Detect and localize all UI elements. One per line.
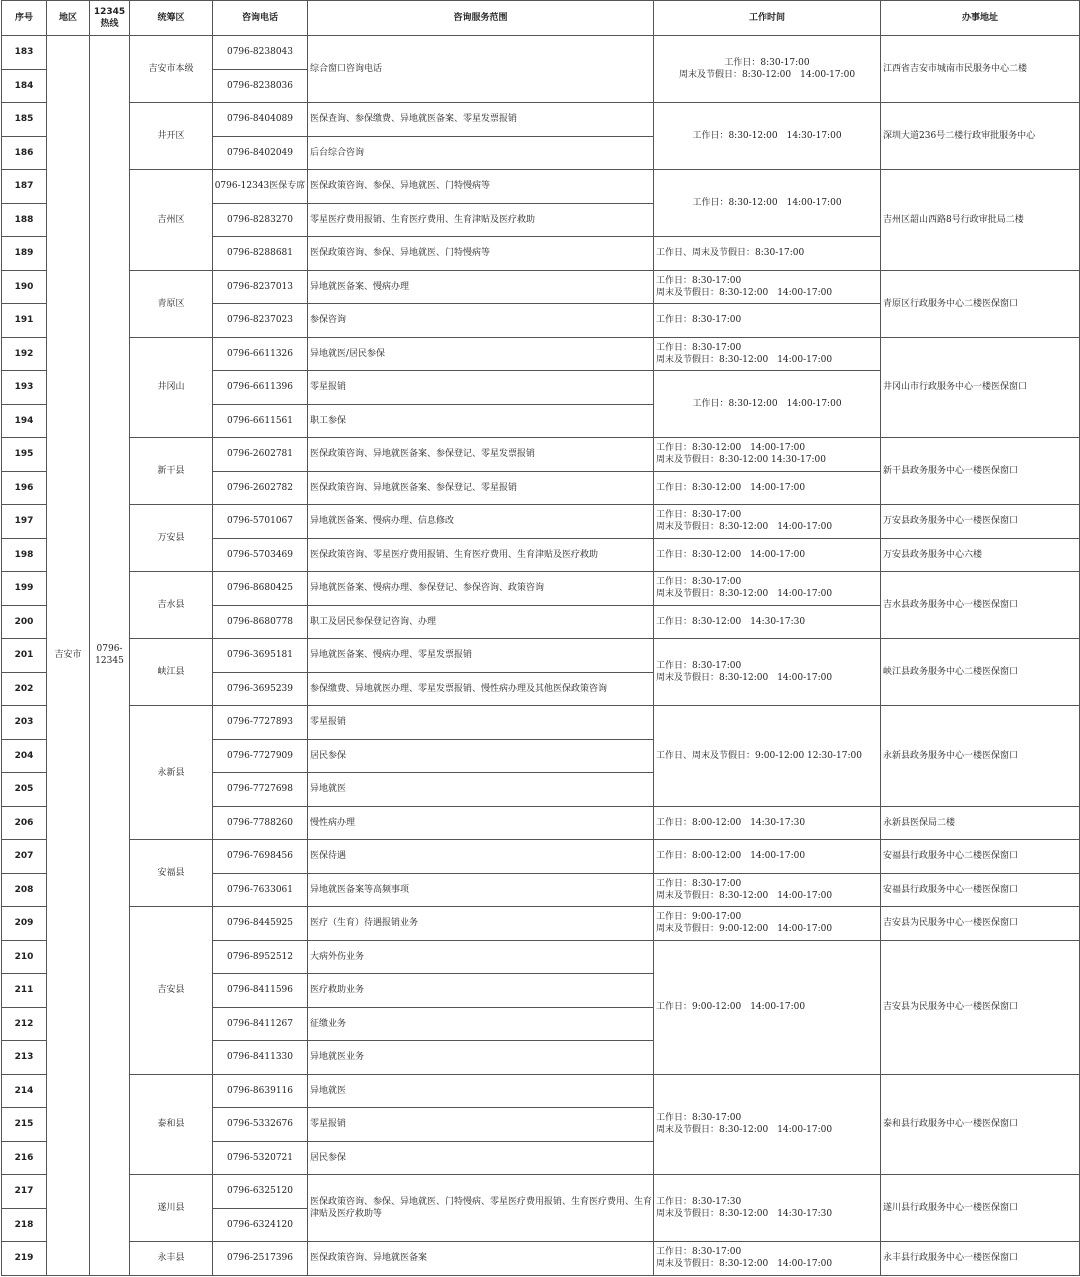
phone-cell: 0796-7727909 xyxy=(213,739,308,773)
row-index: 202 xyxy=(2,672,47,706)
scope-cell: 职工及居民参保登记咨询、办理 xyxy=(308,605,654,639)
hours-cell: 工作日：8:30-17:00 周末及节假日：8:30-12:00 14:00-17:00 xyxy=(654,1242,881,1276)
scope-cell: 医疗救助业务 xyxy=(308,974,654,1008)
scope-cell: 居民参保 xyxy=(308,739,654,773)
district-cell: 永丰县 xyxy=(130,1242,213,1276)
district-cell: 吉州区 xyxy=(130,170,213,271)
hours-cell: 工作日：8:30-12:00 14:30-17:00 xyxy=(654,103,881,170)
phone-cell: 0796-8288681 xyxy=(213,237,308,271)
table-row xyxy=(2,1074,1080,1108)
region-cell: 吉安市 xyxy=(47,36,90,1276)
row-index: 195 xyxy=(2,438,47,472)
phone-cell: 0796-8237013 xyxy=(213,270,308,304)
scope-cell: 参保咨询 xyxy=(308,304,654,338)
phone-cell: 0796-6324120 xyxy=(213,1208,308,1242)
address-cell: 吉安县为民服务中心一楼医保窗口 xyxy=(881,907,1080,941)
row-index: 216 xyxy=(2,1141,47,1175)
hours-cell: 工作日：8:30-12:00 14:00-17:00 xyxy=(654,471,881,505)
address-cell: 深圳大道236号二楼行政审批服务中心 xyxy=(881,103,1080,170)
hours-cell: 工作日：8:30-17:00 周末及节假日：8:30-12:00 14:00-17:00 xyxy=(654,639,881,706)
phone-cell: 0796-5701067 xyxy=(213,505,308,539)
district-cell: 新干县 xyxy=(130,438,213,505)
district-cell: 井冈山 xyxy=(130,337,213,438)
phone-cell: 0796-8952512 xyxy=(213,940,308,974)
scope-cell: 异地就医/居民参保 xyxy=(308,337,654,371)
phone-cell: 0796-6325120 xyxy=(213,1175,308,1209)
hours-cell: 工作日：8:30-12:00 14:30-17:30 xyxy=(654,605,881,639)
phone-cell: 0796-6611396 xyxy=(213,371,308,405)
scope-cell: 零星报销 xyxy=(308,706,654,740)
scope-cell: 医保查询、参保缴费、异地就医备案、零星发票报销 xyxy=(308,103,654,137)
table-row xyxy=(2,270,1080,304)
district-cell: 遂川县 xyxy=(130,1175,213,1242)
row-index: 194 xyxy=(2,404,47,438)
address-cell: 安福县行政服务中心一楼医保窗口 xyxy=(881,873,1080,907)
district-cell: 万安县 xyxy=(130,505,213,572)
address-cell: 青原区行政服务中心二楼医保窗口 xyxy=(881,270,1080,337)
phone-cell: 0796-8238036 xyxy=(213,69,308,103)
phone-cell: 0796-7633061 xyxy=(213,873,308,907)
row-index: 189 xyxy=(2,237,47,271)
scope-cell: 大病外伤业务 xyxy=(308,940,654,974)
address-cell: 遂川县行政服务中心一楼医保窗口 xyxy=(881,1175,1080,1242)
phone-cell: 0796-3695181 xyxy=(213,639,308,673)
phone-cell: 0796-2602781 xyxy=(213,438,308,472)
row-index: 214 xyxy=(2,1074,47,1108)
hours-cell: 工作日：8:30-17:00 周末及节假日：8:30-12:00 14:00-17:00 xyxy=(654,873,881,907)
hours-cell: 工作日：9:00-17:00 周末及节假日：9:00-12:00 14:00-17:00 xyxy=(654,907,881,941)
hours-cell: 工作日：8:30-17:00 周末及节假日：8:30-12:00 14:00-17:00 xyxy=(654,337,881,371)
row-index: 192 xyxy=(2,337,47,371)
header-district: 统筹区 xyxy=(130,1,213,36)
scope-cell: 综合窗口咨询电话 xyxy=(308,36,654,103)
phone-cell: 0796-8404089 xyxy=(213,103,308,137)
address-cell: 安福县行政服务中心二楼医保窗口 xyxy=(881,840,1080,874)
district-cell: 吉水县 xyxy=(130,572,213,639)
phone-cell: 0796-7698456 xyxy=(213,840,308,874)
scope-cell: 医保待遇 xyxy=(308,840,654,874)
scope-cell: 零星医疗费用报销、生育医疗费用、生育津贴及医疗救助 xyxy=(308,203,654,237)
table-row xyxy=(2,706,1080,740)
scope-cell: 医保政策咨询、异地就医备案 xyxy=(308,1242,654,1276)
row-index: 211 xyxy=(2,974,47,1008)
scope-cell: 异地就医备案、慢病办理、零星发票报销 xyxy=(308,639,654,673)
scope-cell: 异地就医 xyxy=(308,1074,654,1108)
table-header-row xyxy=(2,1,1080,36)
address-cell: 吉安县为民服务中心一楼医保窗口 xyxy=(881,940,1080,1074)
header-region: 地区 xyxy=(47,1,90,36)
row-index: 212 xyxy=(2,1007,47,1041)
address-cell: 峡江县政务服务中心二楼医保窗口 xyxy=(881,639,1080,706)
phone-cell: 0796-8411267 xyxy=(213,1007,308,1041)
scope-cell: 参保缴费、异地就医办理、零星发票报销、慢性病办理及其他医保政策咨询 xyxy=(308,672,654,706)
table-row xyxy=(2,840,1080,874)
row-index: 193 xyxy=(2,371,47,405)
phone-cell: 0796-8402049 xyxy=(213,136,308,170)
scope-cell: 征缴业务 xyxy=(308,1007,654,1041)
scope-cell: 医保政策咨询、参保、异地就医、门特慢病等 xyxy=(308,237,654,271)
hours-cell: 工作日：8:30-12:00 14:00-17:00 xyxy=(654,170,881,237)
hours-cell: 工作日：9:00-12:00 14:00-17:00 xyxy=(654,940,881,1074)
phone-cell: 0796-8238043 xyxy=(213,36,308,70)
row-index: 186 xyxy=(2,136,47,170)
hours-cell: 工作日：8:30-12:00 14:00-17:00 周末及节假日：8:30-12:00 14:30-17:00 xyxy=(654,438,881,472)
row-index: 217 xyxy=(2,1175,47,1209)
address-cell: 永新县医保局二楼 xyxy=(881,806,1080,840)
hours-cell: 工作日、周末及节假日：8:30-17:00 xyxy=(654,237,881,271)
hours-cell: 工作日：8:30-17:00 周末及节假日：8:30-12:00 14:00-17:00 xyxy=(654,1074,881,1175)
hours-cell: 工作日：8:30-17:00 周末及节假日：8:30-12:00 14:00-17:00 xyxy=(654,505,881,539)
row-index: 201 xyxy=(2,639,47,673)
scope-cell: 医保政策咨询、参保、异地就医、门特慢病、零星医疗费用报销、生育医疗费用、生育津贴及医疗救助等 xyxy=(308,1175,654,1242)
hours-cell: 工作日：8:30-12:00 14:00-17:00 xyxy=(654,538,881,572)
scope-cell: 异地就医备案、慢病办理、信息修改 xyxy=(308,505,654,539)
hours-cell: 工作日、周末及节假日：9:00-12:00 12:30-17:00 xyxy=(654,706,881,807)
row-index: 215 xyxy=(2,1108,47,1142)
row-index: 184 xyxy=(2,69,47,103)
phone-cell: 0796-5332676 xyxy=(213,1108,308,1142)
district-cell: 泰和县 xyxy=(130,1074,213,1175)
row-index: 205 xyxy=(2,773,47,807)
hours-cell: 工作日：8:30-17:00 周末及节假日：8:30-12:00 14:00-17:00 xyxy=(654,36,881,103)
row-index: 198 xyxy=(2,538,47,572)
table-row xyxy=(2,1175,1080,1209)
phone-cell: 0796-8680778 xyxy=(213,605,308,639)
address-cell: 永新县政务服务中心一楼医保窗口 xyxy=(881,706,1080,807)
address-cell: 万安县政务服务中心一楼医保窗口 xyxy=(881,505,1080,539)
district-cell: 吉安市本级 xyxy=(130,36,213,103)
row-index: 196 xyxy=(2,471,47,505)
hours-cell: 工作日：8:30-17:30 周末及节假日：8:30-12:00 14:30-17:30 xyxy=(654,1175,881,1242)
header-index: 序号 xyxy=(2,1,47,36)
scope-cell: 医保政策咨询、零星医疗费用报销、生育医疗费用、生育津贴及医疗救助 xyxy=(308,538,654,572)
district-cell: 青原区 xyxy=(130,270,213,337)
hotline-cell: 0796-12345 xyxy=(90,36,130,1276)
district-cell: 峡江县 xyxy=(130,639,213,706)
phone-cell: 0796-8283270 xyxy=(213,203,308,237)
scope-cell: 零星报销 xyxy=(308,371,654,405)
row-index: 203 xyxy=(2,706,47,740)
row-index: 185 xyxy=(2,103,47,137)
row-index: 206 xyxy=(2,806,47,840)
phone-cell: 0796-7727698 xyxy=(213,773,308,807)
phone-cell: 0796-12343医保专席 xyxy=(213,170,308,204)
scope-cell: 异地就医备案、慢病办理 xyxy=(308,270,654,304)
district-cell: 永新县 xyxy=(130,706,213,840)
phone-cell: 0796-7788260 xyxy=(213,806,308,840)
scope-cell: 医保政策咨询、参保、异地就医、门特慢病等 xyxy=(308,170,654,204)
scope-cell: 异地就医业务 xyxy=(308,1041,654,1075)
hours-cell: 工作日：8:00-12:00 14:30-17:30 xyxy=(654,806,881,840)
phone-cell: 0796-3695239 xyxy=(213,672,308,706)
row-index: 213 xyxy=(2,1041,47,1075)
hours-cell: 工作日：8:00-12:00 14:00-17:00 xyxy=(654,840,881,874)
phone-cell: 0796-8411596 xyxy=(213,974,308,1008)
table-row xyxy=(2,639,1080,673)
phone-cell: 0796-8411330 xyxy=(213,1041,308,1075)
address-cell: 吉州区韶山西路8号行政审批局二楼 xyxy=(881,170,1080,271)
header-phone: 咨询电话 xyxy=(213,1,308,36)
scope-cell: 慢性病办理 xyxy=(308,806,654,840)
phone-cell: 0796-6611561 xyxy=(213,404,308,438)
scope-cell: 后台综合咨询 xyxy=(308,136,654,170)
header-scope: 咨询服务范围 xyxy=(308,1,654,36)
row-index: 207 xyxy=(2,840,47,874)
district-cell: 安福县 xyxy=(130,840,213,907)
address-cell: 吉水县政务服务中心一楼医保窗口 xyxy=(881,572,1080,639)
hours-cell: 工作日：8:30-17:00 xyxy=(654,304,881,338)
phone-cell: 0796-5703469 xyxy=(213,538,308,572)
phone-cell: 0796-2602782 xyxy=(213,471,308,505)
scope-cell: 异地就医备案、慢病办理、参保登记、参保咨询、政策咨询 xyxy=(308,572,654,606)
table-body xyxy=(2,36,1080,1276)
row-index: 190 xyxy=(2,270,47,304)
row-index: 204 xyxy=(2,739,47,773)
row-index: 183 xyxy=(2,36,47,70)
row-index: 199 xyxy=(2,572,47,606)
table-row xyxy=(2,1242,1080,1276)
row-index: 191 xyxy=(2,304,47,338)
hours-cell: 工作日：8:30-17:00 周末及节假日：8:30-12:00 14:00-17:00 xyxy=(654,270,881,304)
row-index: 187 xyxy=(2,170,47,204)
scope-cell: 异地就医 xyxy=(308,773,654,807)
table-row xyxy=(2,572,1080,606)
address-cell: 江西省吉安市城南市民服务中心二楼 xyxy=(881,36,1080,103)
address-cell: 永丰县行政服务中心一楼医保窗口 xyxy=(881,1242,1080,1276)
address-cell: 井冈山市行政服务中心一楼医保窗口 xyxy=(881,337,1080,438)
table-row xyxy=(2,438,1080,472)
table-row xyxy=(2,36,1080,70)
row-index: 197 xyxy=(2,505,47,539)
table-row xyxy=(2,103,1080,137)
phone-cell: 0796-8445925 xyxy=(213,907,308,941)
scope-cell: 医保政策咨询、异地就医备案、参保登记、零星报销 xyxy=(308,471,654,505)
district-cell: 吉安县 xyxy=(130,907,213,1075)
scope-cell: 医保政策咨询、异地就医备案、参保登记、零星发票报销 xyxy=(308,438,654,472)
row-index: 188 xyxy=(2,203,47,237)
phone-cell: 0796-8680425 xyxy=(213,572,308,606)
scope-cell: 职工参保 xyxy=(308,404,654,438)
phone-cell: 0796-8237023 xyxy=(213,304,308,338)
header-address: 办事地址 xyxy=(881,1,1080,36)
phone-cell: 0796-8639116 xyxy=(213,1074,308,1108)
header-hours: 工作时间 xyxy=(654,1,881,36)
hours-cell: 工作日：8:30-17:00 周末及节假日：8:30-12:00 14:00-17:00 xyxy=(654,572,881,606)
address-cell: 万安县政务服务中心六楼 xyxy=(881,538,1080,572)
phone-cell: 0796-6611326 xyxy=(213,337,308,371)
row-index: 200 xyxy=(2,605,47,639)
district-cell: 井开区 xyxy=(130,103,213,170)
insurance-hotline-table xyxy=(1,0,1080,1276)
row-index: 210 xyxy=(2,940,47,974)
row-index: 208 xyxy=(2,873,47,907)
scope-cell: 异地就医备案等高频事项 xyxy=(308,873,654,907)
table-row xyxy=(2,505,1080,539)
header-hotline: 12345热线 xyxy=(90,1,130,36)
table-row xyxy=(2,907,1080,941)
hours-cell: 工作日：8:30-12:00 14:00-17:00 xyxy=(654,371,881,438)
row-index: 209 xyxy=(2,907,47,941)
address-cell: 新干县政务服务中心一楼医保窗口 xyxy=(881,438,1080,505)
address-cell: 泰和县行政服务中心一楼医保窗口 xyxy=(881,1074,1080,1175)
scope-cell: 居民参保 xyxy=(308,1141,654,1175)
scope-cell: 医疗（生育）待遇报销业务 xyxy=(308,907,654,941)
row-index: 219 xyxy=(2,1242,47,1276)
table-row xyxy=(2,337,1080,371)
row-index: 218 xyxy=(2,1208,47,1242)
phone-cell: 0796-7727893 xyxy=(213,706,308,740)
scope-cell: 零星报销 xyxy=(308,1108,654,1142)
table-row xyxy=(2,170,1080,204)
phone-cell: 0796-5320721 xyxy=(213,1141,308,1175)
phone-cell: 0796-2517396 xyxy=(213,1242,308,1276)
